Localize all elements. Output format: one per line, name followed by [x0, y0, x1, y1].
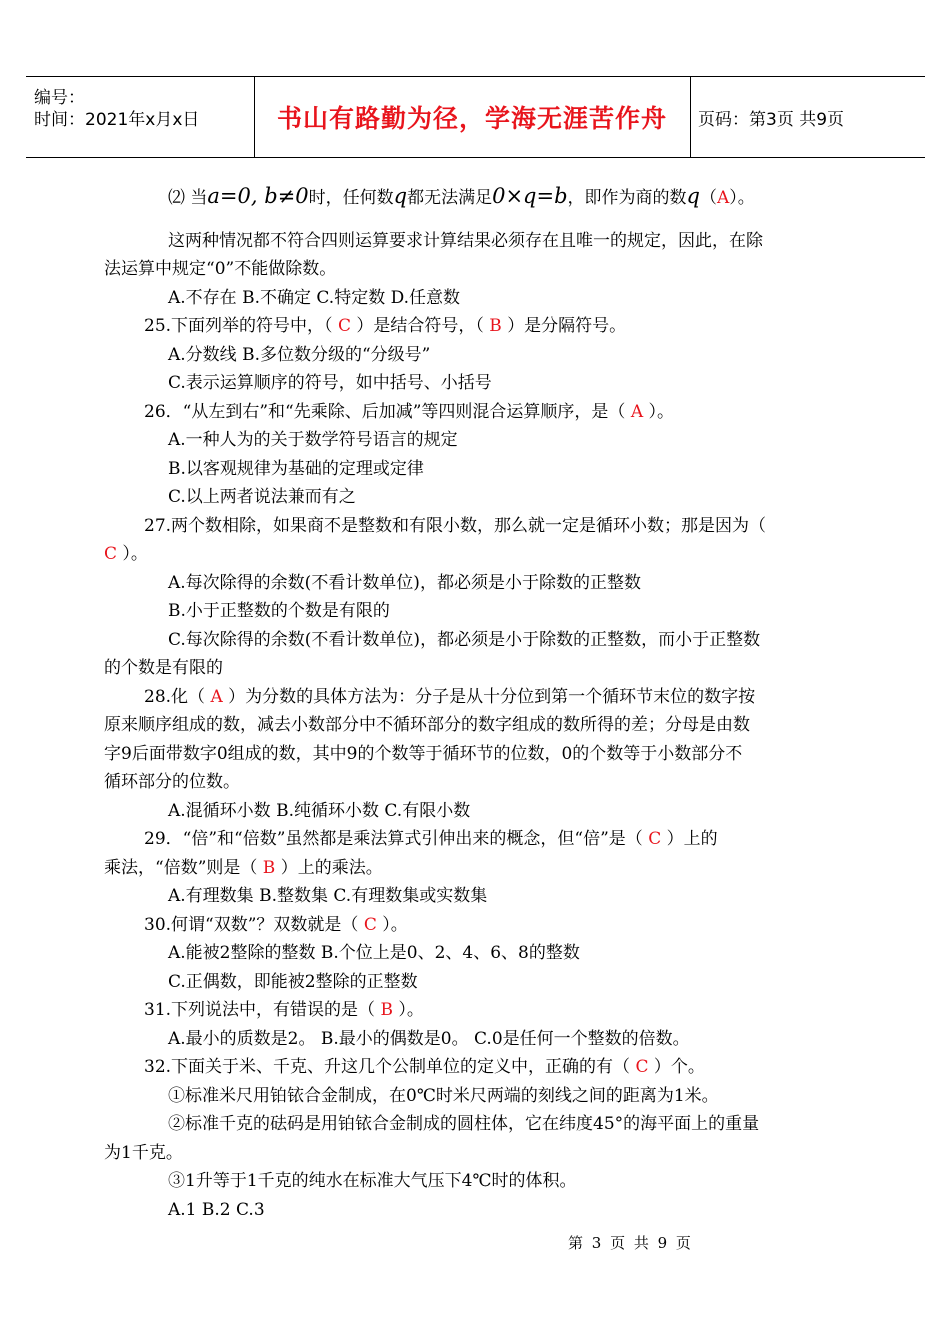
doc-time-label: 时间：2021年x月x日	[34, 110, 200, 130]
text: 29．“倍”和“倍数”虽然都是乘法算式引伸出来的概念，但“倍”是（	[144, 829, 643, 849]
text: （	[700, 188, 717, 208]
answer-mark: A	[717, 188, 730, 208]
answer-mark: C	[648, 829, 662, 849]
answer-mark: B	[262, 857, 276, 878]
header-page-label: 页码：第3页 共9页	[698, 109, 845, 130]
text: 都无法满足	[407, 188, 493, 208]
paragraph-line: 循环部分的位数。	[104, 772, 240, 792]
header-page-cell	[690, 77, 925, 157]
header-info-cell	[26, 77, 255, 157]
paragraph-line: 字9后面带数字0组成的数，其中9的个数等于循环节的位数，0的个数等于小数部分不	[104, 743, 743, 764]
text: ）上的	[666, 829, 718, 849]
text: 30.何谓“双数”？双数就是（	[144, 914, 359, 935]
question-27: 27.两个数相除，如果商不是整数和有限小数，那么就一定是循环小数；那是因为（	[144, 515, 767, 536]
header-motto-cell	[254, 77, 691, 157]
text: ）。	[398, 1000, 424, 1020]
text: 32.下面关于米、千克、升这几个公制单位的定义中，正确的有（	[144, 1057, 631, 1077]
page-footer: 第 3 页 共 9 页	[568, 1234, 693, 1252]
statement-line: ①标准米尺用铂铱合金制成，在0℃时米尺两端的刻线之间的距离为1米。	[168, 1085, 719, 1106]
statement-line: ②标准千克的砝码是用铂铱合金制成的圆柱体，它在纬度45°的海平面上的重量	[168, 1114, 760, 1134]
text: ）是分隔符号。	[507, 316, 627, 336]
text: ）。	[729, 188, 755, 208]
option-line: C.正偶数，即能被2整除的正整数	[168, 971, 418, 992]
math-var: q	[393, 184, 408, 208]
question-30	[104, 911, 848, 940]
answer-mark: C	[635, 1057, 649, 1077]
option-line: A.有理数集 B.整数集 C.有理数集或实数集	[168, 886, 488, 906]
statement-line: ③1升等于1千克的纯水在标准大气压下4℃时的体积。	[168, 1171, 577, 1191]
question-32	[104, 1053, 848, 1082]
question-27-cont	[104, 540, 848, 569]
text: ）上的乘法。	[280, 857, 383, 878]
math-expr: 0×q=b	[492, 184, 568, 208]
option-line: A.不存在 B.不确定 C.特定数 D.任意数	[168, 287, 461, 308]
text: ）个。	[653, 1057, 705, 1077]
question-25	[104, 312, 848, 341]
math-var: q	[686, 184, 700, 208]
option-line: A.1 B.2 C.3	[168, 1199, 265, 1220]
math-expr: a=0, b≠0	[207, 184, 309, 208]
page-header	[26, 76, 925, 158]
document-body	[104, 182, 848, 1224]
text: ⑵ 当	[168, 188, 208, 208]
question-31	[104, 996, 848, 1025]
motto-text: 书山有路勤为径，学海无涯苦作舟	[276, 104, 667, 133]
question-26	[104, 398, 848, 427]
answer-mark: A	[630, 401, 644, 422]
question-29-cont	[104, 854, 848, 883]
option-line: C.表示运算顺序的符号，如中括号、小括号	[168, 373, 492, 393]
option-line: A.混循环小数 B.纯循环小数 C.有限小数	[168, 800, 471, 821]
option-line: A.分数线 B.多位数分级的“分级号”	[168, 344, 431, 365]
option-line: A.最小的质数是2。 B.最小的偶数是0。 C.0是任何一个整数的倍数。	[168, 1028, 690, 1049]
option-line: A.能被2整除的整数 B.个位上是0、2、4、6、8的整数	[168, 943, 580, 963]
text: 26．“从左到右”和“先乘除、后加减”等四则混合运算顺序，是（	[144, 401, 626, 422]
text: 28.化（	[144, 686, 206, 707]
line-division-case-2	[104, 182, 848, 213]
text: 乘法，“倍数”则是（	[104, 857, 258, 878]
question-28	[104, 683, 848, 712]
answer-mark: C	[104, 544, 118, 564]
statement-line: 为1千克。	[104, 1142, 183, 1163]
text: 25.下面列举的符号中，（	[144, 316, 333, 336]
answer-mark: B	[380, 1000, 393, 1020]
text: ）。	[122, 544, 148, 564]
text: ）是结合符号，（	[356, 316, 484, 336]
text: ）。	[648, 401, 674, 422]
paragraph-line: 法运算中规定“0”不能做除数。	[104, 259, 337, 279]
text: ）为分数的具体方法为：分子是从十分位到第一个循环节末位的数字按	[228, 686, 756, 707]
answer-mark: C	[337, 316, 351, 336]
text: ，即作为商的数	[567, 188, 687, 208]
paragraph-line: 原来顺序组成的数，减去小数部分中不循环部分的数字组成的数所得的差；分母是由数	[104, 715, 750, 735]
option-line: 的个数是有限的	[104, 658, 223, 678]
option-line: A.一种人为的关于数学符号语言的规定	[168, 430, 458, 450]
text: ）。	[382, 914, 408, 935]
option-line: B.以客观规律为基础的定理或定律	[168, 458, 424, 479]
paragraph-line: 这两种情况都不符合四则运算要求计算结果必须存在且唯一的规定，因此，在除	[168, 230, 763, 251]
question-29	[104, 825, 848, 854]
text: 时，任何数	[308, 188, 394, 208]
option-line: C.每次除得的余数(不看计数单位)，都必须是小于除数的正整数，而小于正整数	[168, 629, 761, 650]
option-line: A.每次除得的余数(不看计数单位)，都必须是小于除数的正整数	[168, 572, 641, 593]
option-line: C.以上两者说法兼而有之	[168, 487, 356, 507]
answer-mark: B	[489, 316, 502, 336]
answer-mark: C	[363, 914, 377, 935]
option-line: B.小于正整数的个数是有限的	[168, 601, 390, 621]
text: 31.下列说法中，有错误的是（	[144, 1000, 376, 1020]
answer-mark: A	[210, 686, 223, 707]
doc-number-label: 编号：	[34, 88, 85, 108]
